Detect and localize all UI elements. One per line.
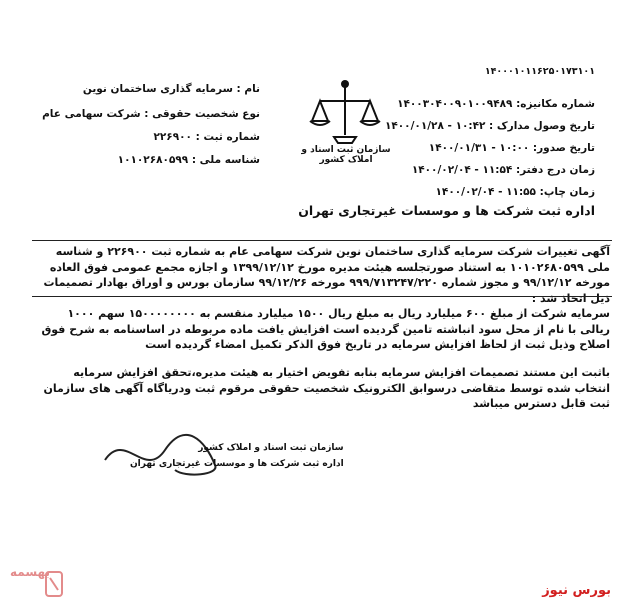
document-code: ۱۴۰۰۰۱۰۱۱۶۲۵۰۱۷۳۱۰۱ — [484, 66, 595, 77]
signature-org-line: سازمان ثبت اسناد و املاک کشور — [198, 443, 344, 453]
emblem-title: سازمان ثبت اسناد و املاک کشور — [301, 145, 391, 165]
source-brand: بورس نیوز — [542, 583, 611, 598]
signature-caption — [130, 440, 344, 472]
receive-date: تاریخ وصول مدارک : ۱۰:۴۲ - ۱۴۰۰/۰۱/۲۸ — [384, 120, 595, 132]
office-title: اداره ثبت شرکت ها و موسسات غیرتجاری تهران — [298, 203, 595, 218]
company-info-block — [42, 80, 260, 170]
divider-bottom — [32, 296, 612, 297]
registration-note-paragraph: باثبت این مستند تصمیمات افزایش سرمایه بنابه تفویض اختیار به هیئت مدیره،تحقق افزایش سرمایه انتخاب شده توسط متقاضی درسوابق الکترونیک شخصیت حقوقی مرقوم ثبت ودریاگاه آگهی های سازمان ثبت قابل دسترس میباشد — [43, 366, 610, 410]
capital-increase-paragraph: سرمایه شرکت از مبلغ ۶۰۰ میلیارد ریال به مبلغ ریال ۱۵۰۰ میلیارد منقسم به ۱۵۰۰۰۰۰۰۰۰ سهم ۱۰۰۰ ریالی با نام از محل سود انباشته تامین گردیده است افزایش یافت ماده مربوطه در اساسنامه به شرح فوق اصلاح وذیل ثبت از لحاظ افزایش سرمایه در تاریخ فوق الذکر تکمیل امضاء گردیده است — [41, 307, 610, 351]
issue-date: تاریخ صدور: ۱۰:۰۰ - ۱۴۰۰/۰۱/۳۱ — [428, 142, 595, 154]
signature-office-line: اداره ثبت شرکت ها و موسسات غیرتجاری تهران — [130, 459, 344, 469]
book-date: زمان درج دفتر: ۱۱:۵۴ - ۱۴۰۰/۰۲/۰۴ — [411, 164, 595, 176]
company-name: نام : سرمایه گذاری ساختمان نوین — [82, 83, 260, 95]
announcement-intro: آگهی تغییرات شرکت سرمایه گذاری ساختمان نوین شرکت سهامی عام به شماره ثبت ۲۲۶۹۰۰ و شناسه ملی ۱۰۱۰۲۶۸۰۵۹۹ به استناد صورتجلسه هیئت مدیره مورخ ۱۳۹۹/۱۲/۱۲ و اجازه مجمع عمومی فوق العاده مورخه ۹۹/۱۲/۱۲ و مجوز شماره ۹۹۹/۷۱۳۲۴۷/۲۲۰ مورخه ۹۹/۱۲/۲۶ سازمان بورس و اوراق بهادار تصمیمات ذیل اتخاذ شد : — [43, 245, 610, 305]
meta-block — [384, 95, 595, 205]
watermark-logo-text: بهسمه — [10, 565, 50, 579]
print-date: زمان چاپ: ۱۱:۵۵ - ۱۴۰۰/۰۲/۰۴ — [435, 186, 595, 198]
national-id: شناسه ملی : ۱۰۱۰۲۶۸۰۵۹۹ — [117, 154, 260, 166]
divider-top — [32, 240, 612, 241]
registration-number: شماره ثبت : ۲۲۶۹۰۰ — [153, 131, 260, 143]
company-type: نوع شخصیت حقوقی : شرکت سهامی عام — [42, 108, 260, 120]
letter-number: شماره مکانیزه: ۱۴۰۰۳۰۴۰۰۹۰۱۰۰۹۴۸۹ — [397, 98, 595, 110]
